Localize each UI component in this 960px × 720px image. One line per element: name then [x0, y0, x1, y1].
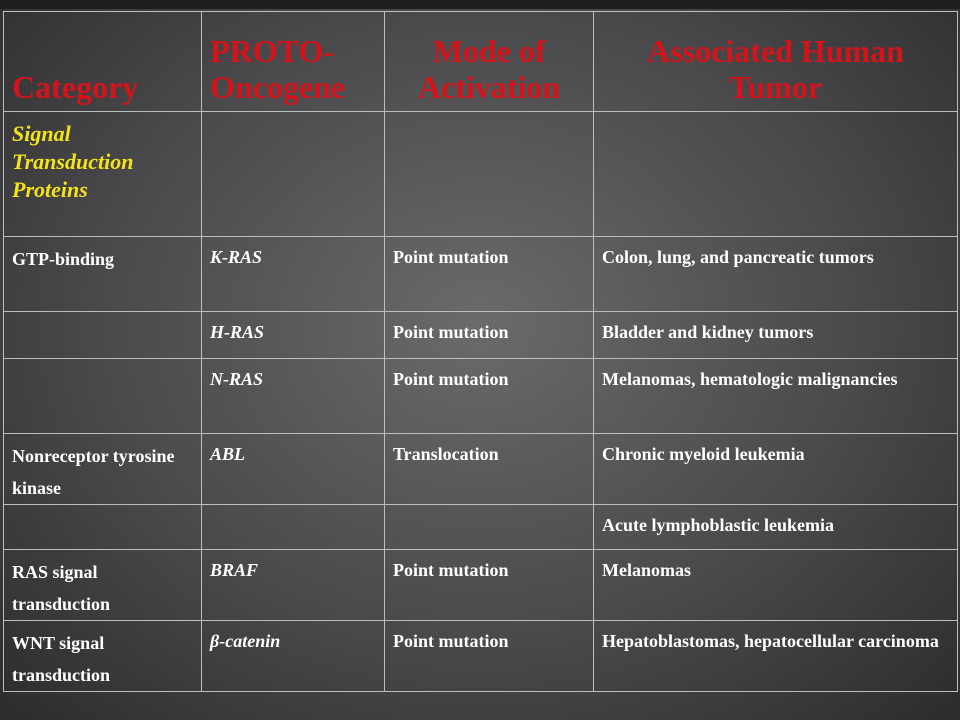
tumor-cell: Bladder and kidney tumors — [594, 312, 958, 359]
mode-cell: Point mutation — [385, 312, 594, 359]
gene-cell: ABL — [202, 434, 385, 505]
tumor-cell: Melanomas, hematologic malignancies — [594, 359, 958, 434]
table-row — [4, 550, 958, 621]
gene-cell: K-RAS — [202, 237, 385, 312]
table-row — [4, 237, 958, 312]
category-cell: RAS signal transduction — [4, 550, 202, 621]
empty-cell — [385, 112, 594, 237]
tumor-cell: Hepatoblastomas, hepatocellular carcinoma — [594, 621, 958, 692]
table-row — [4, 312, 958, 359]
mode-cell: Point mutation — [385, 359, 594, 434]
gene-cell: H-RAS — [202, 312, 385, 359]
oncogene-table — [3, 11, 958, 692]
mode-cell: Point mutation — [385, 550, 594, 621]
header-category: Category — [4, 12, 202, 112]
section-label: Signal Transduction Proteins — [4, 112, 202, 237]
empty-cell — [202, 112, 385, 237]
header-associated-human-tumor: Associated Human Tumor — [594, 12, 958, 112]
section-row — [4, 112, 958, 237]
mode-cell: Point mutation — [385, 621, 594, 692]
tumor-cell: Acute lymphoblastic leukemia — [594, 505, 958, 550]
category-cell — [4, 505, 202, 550]
table-row — [4, 359, 958, 434]
category-cell: Nonreceptor tyrosine kinase — [4, 434, 202, 505]
gene-cell: BRAF — [202, 550, 385, 621]
table-row — [4, 621, 958, 692]
table-header-row — [4, 12, 958, 112]
category-cell — [4, 359, 202, 434]
mode-cell — [385, 505, 594, 550]
tumor-cell: Melanomas — [594, 550, 958, 621]
mode-cell: Translocation — [385, 434, 594, 505]
gene-cell: β-catenin — [202, 621, 385, 692]
header-mode-of-activation: Mode of Activation — [385, 12, 594, 112]
empty-cell — [594, 112, 958, 237]
mode-cell: Point mutation — [385, 237, 594, 312]
table-row — [4, 434, 958, 505]
tumor-cell: Chronic myeloid leukemia — [594, 434, 958, 505]
gene-cell: N-RAS — [202, 359, 385, 434]
category-cell: WNT signal transduction — [4, 621, 202, 692]
slide-top-rule — [0, 0, 960, 9]
gene-cell — [202, 505, 385, 550]
header-proto-oncogene: PROTO-Oncogene — [202, 12, 385, 112]
category-cell: GTP-binding — [4, 237, 202, 312]
tumor-cell: Colon, lung, and pancreatic tumors — [594, 237, 958, 312]
table-row — [4, 505, 958, 550]
category-cell — [4, 312, 202, 359]
